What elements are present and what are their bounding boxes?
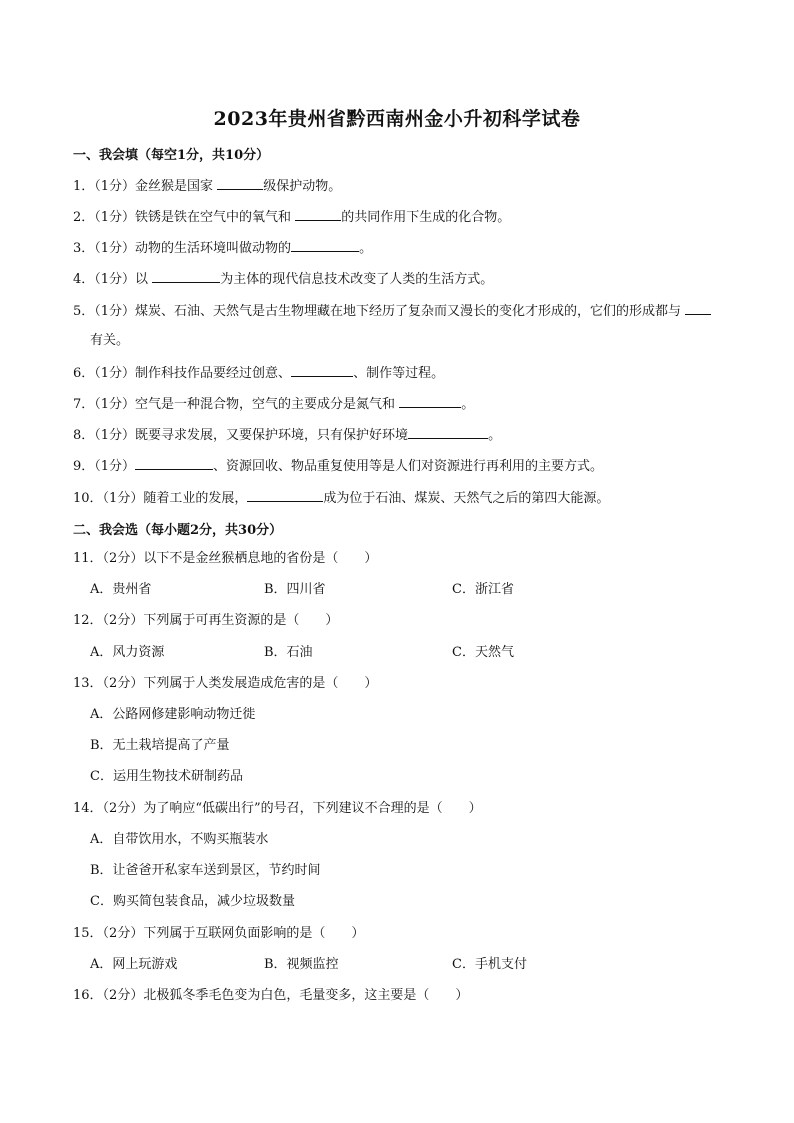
question-text: 煤炭、石油、天然气是古生物埋藏在地下经历了复杂而又漫长的变化才形成的，它们的形成都与 (135, 304, 686, 319)
question-5 (73, 301, 711, 321)
answer-blank (217, 176, 263, 190)
answer-blank (408, 425, 488, 439)
answer-blank (247, 488, 323, 502)
section-heading-choice: 二、我会选（每小题2分，共30分） (73, 523, 283, 538)
question-number: 3．（1分） (73, 241, 136, 256)
question-11: 11．（2分）以下不是金丝猴栖息地的省份是（ ） (73, 551, 378, 566)
question-text: 成为位于石油、煤炭、天然气之后的第四大能源。 (323, 491, 610, 506)
question-text: 级保护动物。 (263, 179, 342, 194)
question-text: 、制作等过程。 (353, 366, 445, 381)
question-14: 14．（2分）为了响应“低碳出行”的号召，下列建议不合理的是（ ） (73, 801, 482, 816)
option-b: B．视频监控 (264, 957, 339, 972)
question-16: 16．（2分）北极狐冬季毛色变为白色，毛量变多，这主要是（ ） (73, 988, 469, 1003)
option-c: C．购买简包装食品，减少垃圾数量 (90, 894, 295, 909)
answer-blank (295, 207, 341, 221)
answer-blank (399, 394, 461, 408)
option-b: B．让爸爸开私家车送到景区，节约时间 (90, 863, 321, 878)
option-a: A．网上玩游戏 (90, 957, 178, 972)
question-text: 动物的生活环境叫做动物的 (135, 241, 292, 256)
question-text: 金丝猴是国家 (135, 179, 218, 194)
question-8 (73, 425, 501, 445)
option-b: B．石油 (264, 645, 313, 660)
question-text: 空气是一种混合物，空气的主要成分是氮气和 (135, 397, 400, 412)
question-5-continuation: 有关。 (90, 333, 130, 348)
question-text: 以 (135, 272, 153, 287)
option-b: B．无土栽培提高了产量 (90, 738, 230, 753)
answer-blank (291, 238, 359, 252)
question-10 (73, 488, 609, 508)
question-3 (73, 238, 372, 258)
option-c: C．天然气 (452, 645, 514, 660)
question-text: 。 (461, 397, 475, 412)
option-c: C．运用生物技术研制药品 (90, 769, 243, 784)
question-number: 2．（1分） (73, 210, 136, 225)
question-text: 。 (488, 428, 502, 443)
question-text: 。 (359, 241, 373, 256)
question-number: 8．（1分） (73, 428, 136, 443)
option-a: A．贵州省 (90, 582, 152, 597)
question-text: 既要寻求发展，又要保护环境，只有保护好环境 (135, 428, 409, 443)
question-text: 随着工业的发展， (143, 491, 248, 506)
question-2 (73, 207, 510, 227)
question-4 (73, 269, 493, 289)
answer-blank (152, 269, 220, 283)
question-6 (73, 363, 444, 383)
question-text: 为主体的现代信息技术改变了人类的生活方式。 (220, 272, 494, 287)
question-13: 13．（2分）下列属于人类发展造成危害的是（ ） (73, 676, 378, 691)
question-text: 铁锈是铁在空气中的氧气和 (135, 210, 296, 225)
option-c: C．浙江省 (452, 582, 514, 597)
question-number: 4．（1分） (73, 272, 136, 287)
page-title: 2023年贵州省黔西南州金小升初科学试卷 (213, 108, 581, 130)
question-text: 、资源回收、物品重复使用等是人们对资源进行再利用的主要方式。 (213, 459, 604, 474)
question-number: 5．（1分） (73, 304, 136, 319)
option-a: A．公路网修建影响动物迁徙 (90, 707, 256, 722)
question-12: 12．（2分）下列属于可再生资源的是（ ） (73, 613, 339, 628)
question-text: 制作科技作品要经过创意、 (135, 366, 292, 381)
option-a: A．自带饮用水，不购买瓶装水 (90, 832, 269, 847)
answer-blank (135, 456, 213, 470)
question-number: 10．（1分） (73, 491, 144, 506)
question-7 (73, 394, 474, 414)
question-number: 6．（1分） (73, 366, 136, 381)
answer-blank (685, 301, 711, 315)
option-b: B．四川省 (264, 582, 326, 597)
option-a: A．风力资源 (90, 645, 165, 660)
question-9 (73, 456, 603, 476)
section-heading-fill: 一、我会填（每空1分，共10分） (73, 148, 270, 163)
question-number: 9．（1分） (73, 459, 136, 474)
question-1 (73, 176, 341, 196)
question-15: 15．（2分）下列属于互联网负面影响的是（ ） (73, 926, 365, 941)
question-number: 7．（1分） (73, 397, 136, 412)
question-text: 的共同作用下生成的化合物。 (341, 210, 511, 225)
option-c: C．手机支付 (452, 957, 527, 972)
answer-blank (291, 363, 353, 377)
question-number: 1．（1分） (73, 179, 136, 194)
